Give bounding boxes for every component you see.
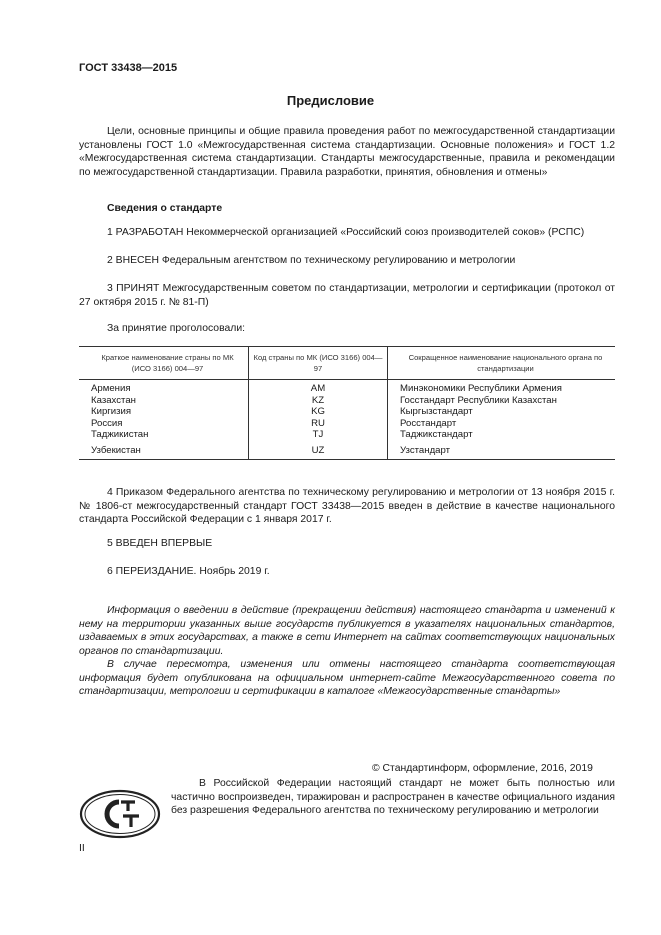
- voted-label: За принятие проголосовали:: [107, 323, 246, 334]
- standards-body: Росстандарт: [388, 418, 616, 430]
- country-name: Армения: [91, 383, 131, 394]
- standards-body: Узстандарт: [388, 441, 616, 460]
- copyright-line: © Стандартинформ, оформление, 2016, 2019: [372, 763, 593, 774]
- page-number: II: [79, 843, 85, 854]
- table-header-row: [79, 347, 615, 380]
- country-code: UZ: [249, 441, 388, 460]
- item-reissue: 6 ПЕРЕИЗДАНИЕ. Ноябрь 2019 г.: [107, 566, 270, 577]
- country-name: Узбекистан: [79, 441, 249, 460]
- document-code: ГОСТ 33438—2015: [79, 62, 178, 74]
- voting-countries-table: [79, 346, 615, 460]
- country-code: KG: [249, 406, 388, 418]
- table-row: [79, 418, 615, 430]
- country-name: Россия: [91, 417, 123, 429]
- country-name: Киргизия: [91, 406, 132, 417]
- item-developed: 1 РАЗРАБОТАН Некоммерческой организацией «Российский союз производителей соков» (РСПС): [107, 227, 585, 238]
- country-code: KZ: [249, 395, 388, 407]
- country-code: AM: [249, 380, 388, 395]
- table-row: [79, 395, 615, 407]
- item-order: 4 Приказом Федерального агентства по техническому регулированию и метрологии от 13 ноября 2015 г. № 1806-ст межгосударственный стандарт ГОСТ 33438—2015 введен в действие в качестве национального стандарта Российской Федерации с 1 января 2017 г.: [79, 487, 615, 525]
- item-first-introduced: 5 ВВЕДЕН ВПЕРВЫЕ: [107, 538, 213, 549]
- country-name: Казахстан: [91, 394, 136, 406]
- column-header-body: Сокращенное наименование национального органа по стандартизации: [388, 347, 616, 380]
- item-submitted: 2 ВНЕСЕН Федеральным агентством по техническому регулированию и метрологии: [107, 255, 516, 266]
- notice-introduction: Информация о введении в действие (прекращении действия) настоящего стандарта и изменений к нему на территории указанных выше государств публикуется в указателях национальных стандартов, издаваемых в этих государствах, а также в сети Интернет на сайтах соответствующих национальных органов по стандартизации.: [79, 605, 615, 657]
- standards-body: Кыргызстандарт: [388, 406, 616, 418]
- gost-r-logo-icon: [79, 789, 161, 839]
- country-code: RU: [249, 418, 388, 430]
- standards-body: Минэкономики Республики Армения: [388, 380, 616, 395]
- column-header-code: Код страны по МК (ИСО 3166) 004—97: [249, 347, 388, 380]
- standards-body: Госстандарт Республики Казахстан: [388, 395, 616, 407]
- country-name: Таджикистан: [91, 429, 149, 440]
- page-title: Предисловие: [286, 93, 375, 108]
- table-row: [79, 429, 615, 441]
- info-heading: Сведения о стандарте: [107, 203, 223, 214]
- item-adopted: 3 ПРИНЯТ Межгосударственным советом по стандартизации, метрологии и сертификации (протокол от 27 октября 2015 г. № 81-П): [79, 283, 615, 308]
- notice-revision: В случае пересмотра, изменения или отмены настоящего стандарта соответствующая информация будет опубликована на официальном интернет-сайте Межгосударственного совета по стандартизации, метрологии и сертификации в каталоге «Межгосударственные стандарты»: [79, 659, 615, 697]
- table-row: [79, 380, 615, 395]
- standards-body: Таджикстандарт: [388, 429, 616, 441]
- reproduction-notice: В Российской Федерации настоящий стандарт не может быть полностью или частично воспроизведен, тиражирован и распространен в качестве официального издания без разрешения Федерального агентства по техническому регулированию и метрологии: [171, 778, 615, 816]
- table-row: [79, 406, 615, 418]
- intro-paragraph: Цели, основные принципы и общие правила проведения работ по межгосударственной стандартизации установлены ГОСТ 1.0 «Межгосударственная система стандартизации. Основные положения» и ГОСТ 1.2 «Межгосударственная система стандартизации. Стандарты межгосударственные, правила и рекомендации по межгосударственной стандартизации. Правила разработки, принятия, обновления и отмены»: [79, 126, 615, 178]
- country-code: TJ: [249, 429, 388, 441]
- table-row: [79, 441, 615, 460]
- column-header-country: Краткое наименование страны по МК (ИСО 3166) 004—97: [79, 347, 249, 380]
